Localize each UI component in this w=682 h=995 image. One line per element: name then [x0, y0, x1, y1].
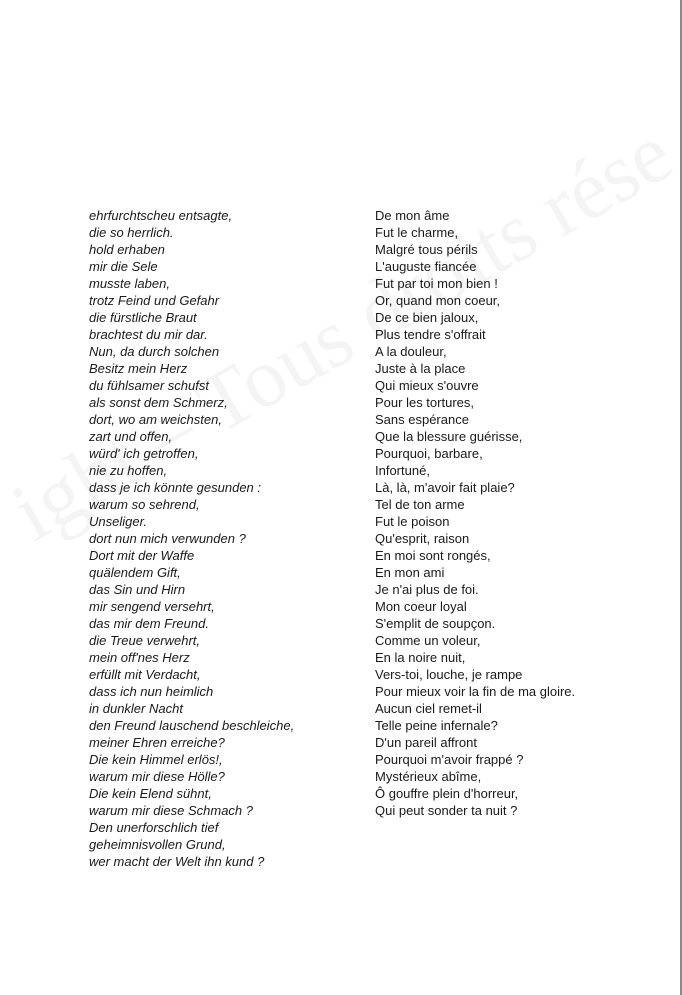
- french-verse-line: D'un pareil affront: [375, 735, 477, 750]
- french-verse-line: Mon coeur loyal: [375, 599, 467, 614]
- french-verse-line: Or, quand mon coeur,: [375, 293, 501, 308]
- french-verse-line: Pourquoi m'avoir frappé ?: [375, 752, 524, 767]
- french-verse-line: Sans espérance: [375, 412, 469, 427]
- german-verse-line: hold erhaben: [89, 242, 165, 257]
- french-verse-line: Plus tendre s'offrait: [375, 327, 486, 342]
- german-verse-line: zart und offen,: [89, 429, 173, 444]
- german-verse-line: wer macht der Welt ihn kund ?: [89, 854, 265, 869]
- german-verse-line: quälendem Gift,: [89, 565, 181, 580]
- french-verse-line: Pour mieux voir la fin de ma gloire.: [375, 684, 576, 699]
- french-verse-line: En mon ami: [375, 565, 445, 580]
- french-verse-line: Comme un voleur,: [375, 633, 481, 648]
- french-verse-line: Qui mieux s'ouvre: [375, 378, 479, 393]
- french-verse-line: Qui peut sonder ta nuit ?: [375, 803, 518, 818]
- french-verse-line: Telle peine infernale?: [375, 718, 498, 733]
- german-verse-line: das mir dem Freund.: [89, 616, 209, 631]
- french-verse-line: Fut le poison: [375, 514, 450, 529]
- french-verse-line: L'auguste fiancée: [375, 259, 477, 274]
- french-verse-line: A la douleur,: [375, 344, 447, 359]
- german-verse-line: mein off'nes Herz: [89, 650, 190, 665]
- french-verse-line: En moi sont rongés,: [375, 548, 491, 563]
- german-verse-line: als sonst dem Schmerz,: [89, 395, 228, 410]
- german-verse-line: warum mir diese Schmach ?: [89, 803, 253, 818]
- german-verse-line: warum mir diese Hölle?: [89, 769, 225, 784]
- french-verse-line: Vers-toi, louche, je rampe: [375, 667, 523, 682]
- french-verse-line: Tel de ton arme: [375, 497, 465, 512]
- german-verse-line: erfüllt mit Verdacht,: [89, 667, 201, 682]
- french-verse-line: Je n'ai plus de foi.: [375, 582, 479, 597]
- german-text-column: [89, 207, 294, 870]
- french-verse-line: S'emplit de soupçon.: [375, 616, 496, 631]
- german-verse-line: Unseliger.: [89, 514, 148, 529]
- french-verse-line: Pourquoi, barbare,: [375, 446, 483, 461]
- french-verse-line: Malgré tous périls: [375, 242, 478, 257]
- german-verse-line: dort, wo am weichsten,: [89, 412, 222, 427]
- german-verse-line: dass je ich könnte gesunden :: [89, 480, 262, 495]
- german-verse-line: die fürstliche Braut: [89, 310, 197, 325]
- french-text-column: [375, 207, 575, 819]
- german-verse-line: Die kein Elend sühnt,: [89, 786, 212, 801]
- german-verse-line: warum so sehrend,: [89, 497, 200, 512]
- german-verse-line: geheimnisvollen Grund,: [89, 837, 226, 852]
- french-verse-line: Fut le charme,: [375, 225, 459, 240]
- german-verse-line: den Freund lauschend beschleiche,: [89, 718, 295, 733]
- german-verse-line: mir sengend versehrt,: [89, 599, 215, 614]
- german-verse-line: mir die Sele: [89, 259, 158, 274]
- german-verse-line: das Sin und Hirn: [89, 582, 186, 597]
- german-verse-line: du fühlsamer schufst: [89, 378, 209, 393]
- german-verse-line: Besitz mein Herz: [89, 361, 188, 376]
- german-verse-line: Dort mit der Waffe: [89, 548, 195, 563]
- french-verse-line: Mystérieux abîme,: [375, 769, 482, 784]
- german-verse-line: würd' ich getroffen,: [89, 446, 199, 461]
- french-verse-line: De ce bien jaloux,: [375, 310, 479, 325]
- german-verse-line: brachtest du mir dar.: [89, 327, 208, 342]
- french-verse-line: Ô gouffre plein d'horreur,: [375, 786, 519, 801]
- french-verse-line: Infortuné,: [375, 463, 430, 478]
- german-verse-line: trotz Feind und Gefahr: [89, 293, 220, 308]
- german-verse-line: musste laben,: [89, 276, 170, 291]
- german-verse-line: die so herrlich.: [89, 225, 174, 240]
- french-verse-line: Que la blessure guérisse,: [375, 429, 523, 444]
- french-verse-line: Qu'esprit, raison: [375, 531, 470, 546]
- german-verse-line: Den unerforschlich tief: [89, 820, 219, 835]
- french-verse-line: Pour les tortures,: [375, 395, 474, 410]
- german-verse-line: dort nun mich verwunden ?: [89, 531, 246, 546]
- german-verse-line: Die kein Himmel erlös!,: [89, 752, 223, 767]
- french-verse-line: En la noire nuit,: [375, 650, 466, 665]
- german-verse-line: nie zu hoffen,: [89, 463, 168, 478]
- french-verse-line: Juste à la place: [375, 361, 466, 376]
- french-verse-line: De mon âme: [375, 208, 450, 223]
- french-verse-line: Là, là, m'avoir fait plaie?: [375, 480, 515, 495]
- german-verse-line: die Treue verwehrt,: [89, 633, 201, 648]
- german-verse-line: meiner Ehren erreiche?: [89, 735, 225, 750]
- german-verse-line: dass ich nun heimlich: [89, 684, 214, 699]
- french-verse-line: Aucun ciel remet-il: [375, 701, 482, 716]
- german-verse-line: in dunkler Nacht: [89, 701, 183, 716]
- german-verse-line: Nun, da durch solchen: [89, 344, 220, 359]
- german-verse-line: ehrfurchtscheu entsagte,: [89, 208, 233, 223]
- french-verse-line: Fut par toi mon bien !: [375, 276, 498, 291]
